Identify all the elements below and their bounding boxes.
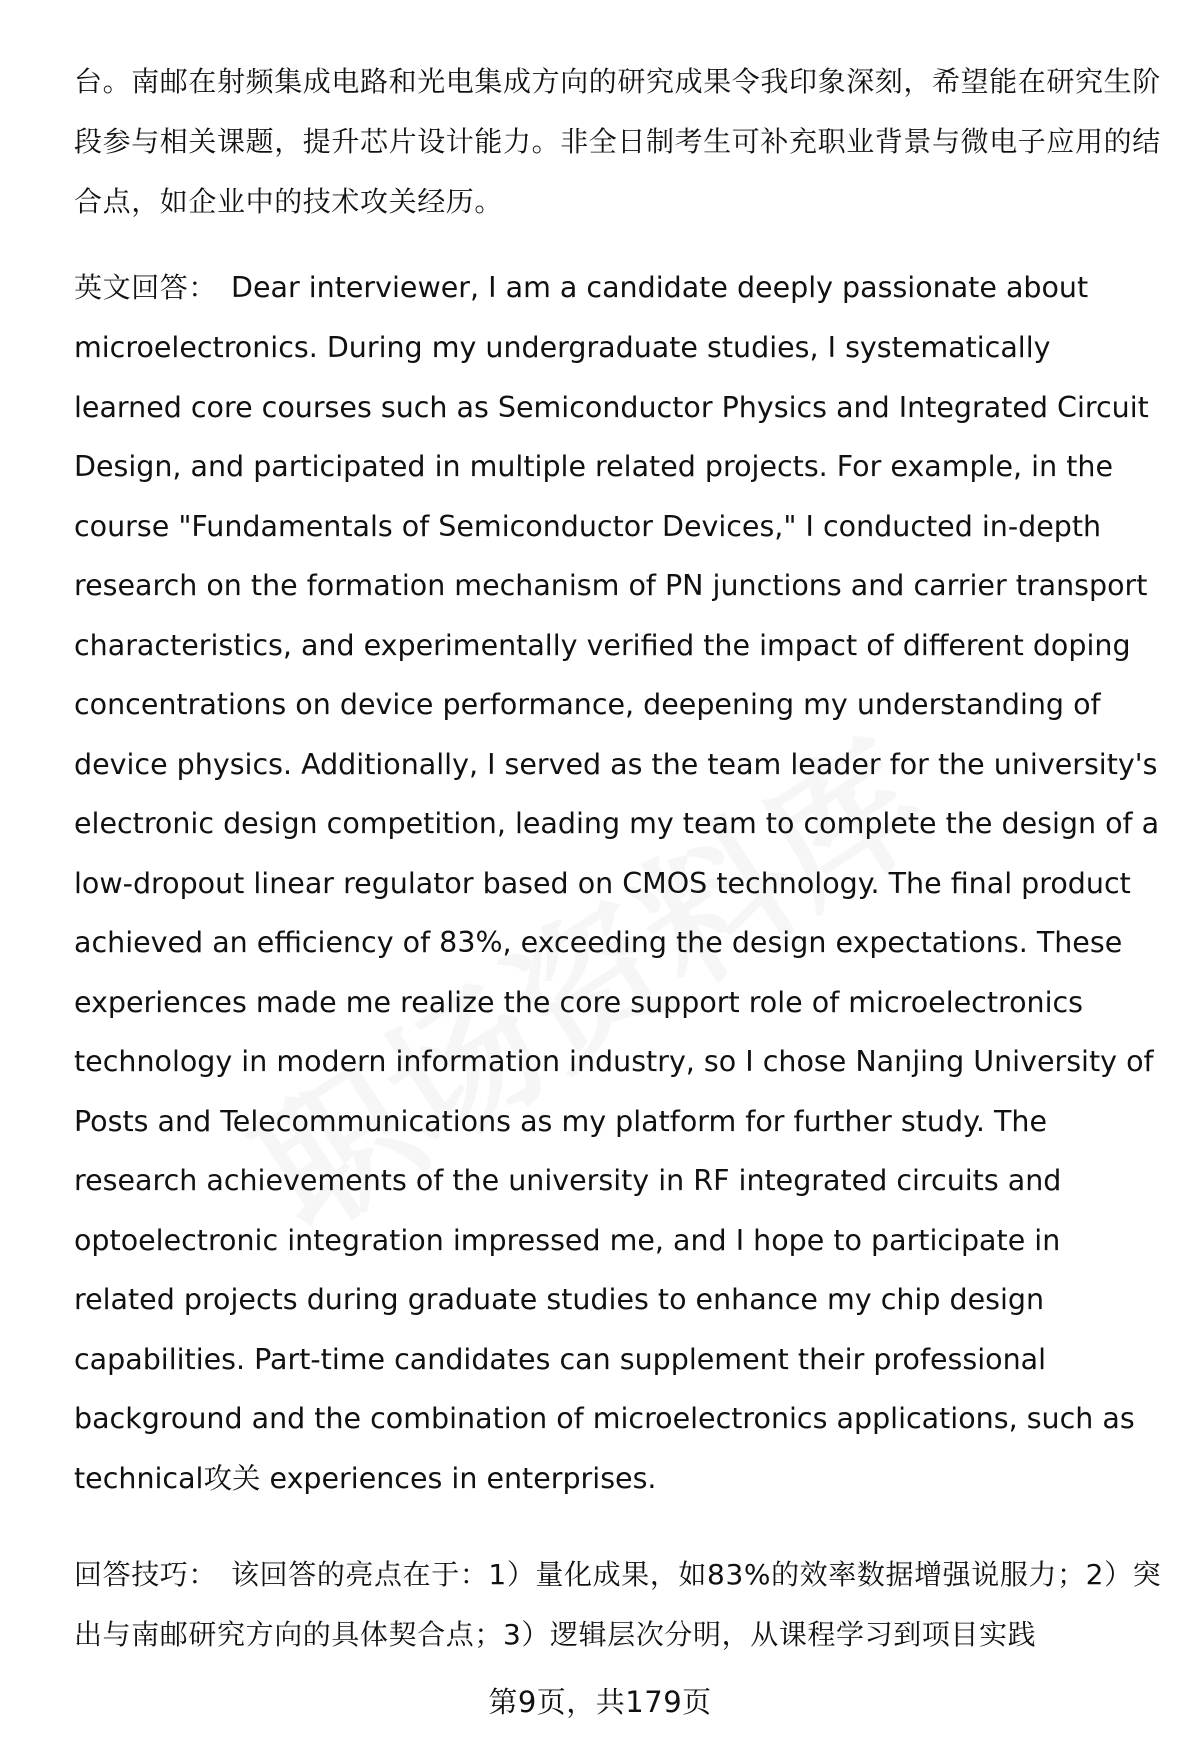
english-answer-text: Dear interviewer, I am a candidate deeply passionate about microelectronics. During my undergraduate studies, I systematically learned core courses such as Semiconductor Physics and Integrated Circuit Design, and participated in multiple related projects. For example, in the course "Fundamentals of Semiconductor Devices," I conducted in-depth research on the formation mechanism of PN junctions and carrier transport characteristics, and experimentally verified the impact of different doping concentrations on device performance, deepening my understanding of device physics. Additionally, I served as the team leader for the university's electronic design competition, leading my team to complete the design of a low-dropout linear regulator based on CMOS technology. The final product achieved an efficiency of 83%, exceeding the design expectations. These experiences made me realize the core support role of microelectronics technology in modern information industry, so I chose Nanjing University of Posts and Telecommunications as my platform for further study. The research achievements of the university in RF integrated circuits and optoelectronic integration impressed me, and I hope to participate in related projects during graduate studies to enhance my chip design capabilities. Part-time candidates can supplement their professional background and the combination of microelectronics applications, such as technical攻关 experiences in enterprises.	[74, 271, 1160, 1495]
paragraph-zh-continuation	[74, 52, 1164, 232]
english-answer-paragraph	[74, 258, 1164, 1508]
english-answer-label: 英文回答：	[74, 271, 218, 304]
page-number-footer: 第9页，共179页	[488, 1685, 712, 1719]
answer-tips-text: 该回答的亮点在于：1）量化成果，如83%的效率数据增强说服力；2）突出与南邮研究方向的具体契合点；3）逻辑层次分明，从课程学习到项目实践	[74, 1558, 1162, 1651]
answer-tips-label: 回答技巧：	[74, 1558, 218, 1591]
paragraph-zh-text: 台。南邮在射频集成电路和光电集成方向的研究成果令我印象深刻，希望能在研究生阶段参与相关课题，提升芯片设计能力。非全日制考生可补充职业背景与微电子应用的结合点，如企业中的技术攻关经历。	[74, 65, 1161, 218]
answer-tips-paragraph	[74, 1545, 1164, 1665]
